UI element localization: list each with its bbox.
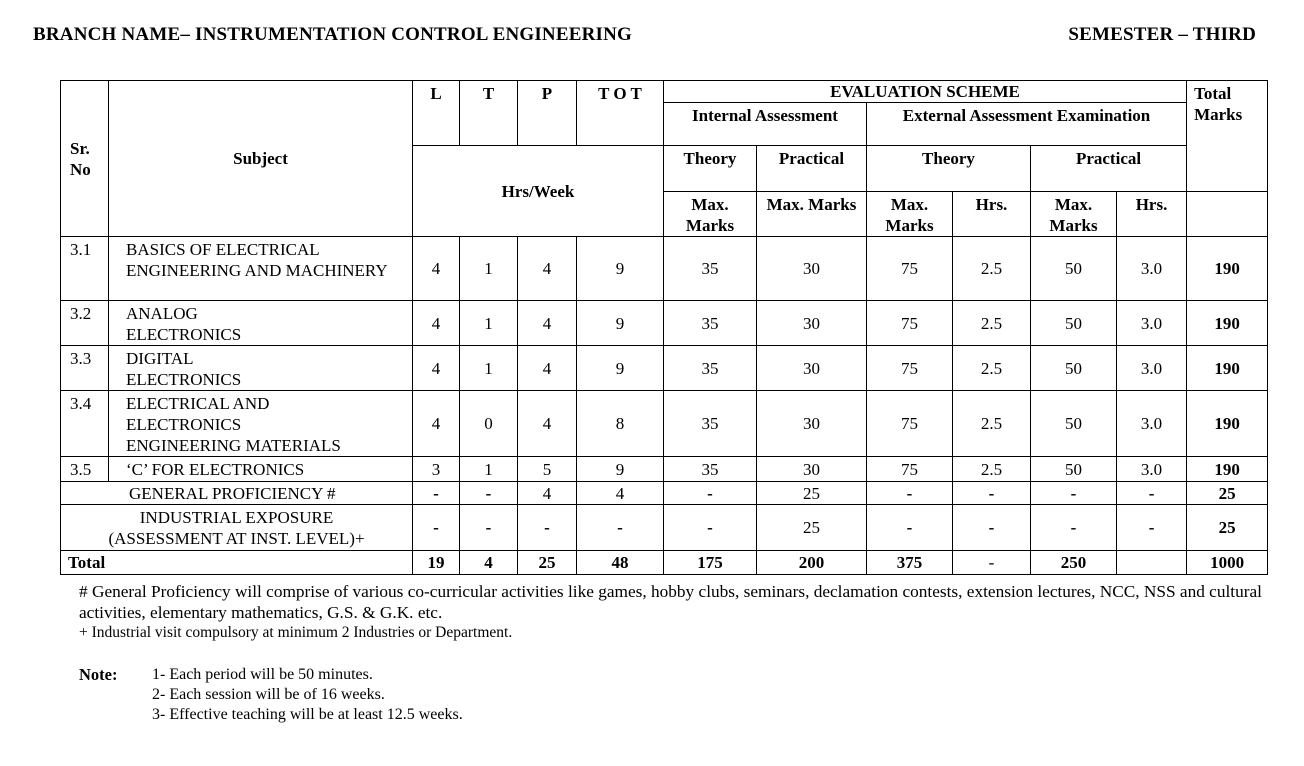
cell-total: 25	[1187, 482, 1268, 505]
branch-name: BRANCH NAME– INSTRUMENTATION CONTROL ENGINEERING	[33, 24, 633, 45]
cell-tot: 9	[577, 457, 664, 482]
cell-total: 190	[1187, 457, 1268, 482]
evaluation-scheme-table	[60, 80, 1268, 575]
cell-ea-theory-max: 75	[867, 346, 953, 391]
cell-ea-theory-hrs: -	[953, 482, 1031, 505]
cell-ia-theory: 35	[664, 391, 757, 457]
cell-ea-practical-max: 50	[1031, 391, 1117, 457]
cell-ea-practical-max: 250	[1031, 551, 1117, 575]
cell-ia-theory: 175	[664, 551, 757, 575]
cell-p: 4	[518, 482, 577, 505]
cell-t: 1	[460, 301, 518, 346]
cell-ea-practical-max: -	[1031, 505, 1117, 551]
cell-ea-practical-hrs: 3.0	[1117, 346, 1187, 391]
table-row	[61, 346, 1268, 391]
header-evaluation-scheme: EVALUATION SCHEME	[664, 81, 1187, 103]
cell-sr: 3.2	[61, 301, 109, 346]
cell-ea-practical-max: 50	[1031, 457, 1117, 482]
cell-t: 1	[460, 346, 518, 391]
cell-ia-practical: 30	[757, 346, 867, 391]
cell-l: 4	[413, 237, 460, 301]
header-p: P	[518, 81, 577, 146]
header-ea-theory-hrs: Hrs.	[953, 192, 1031, 237]
header-total-marks-blank	[1187, 192, 1268, 237]
cell-ea-theory-max: -	[867, 505, 953, 551]
cell-l: 4	[413, 301, 460, 346]
cell-sr: 3.3	[61, 346, 109, 391]
note-item: 3- Effective teaching will be at least 12.5 weeks.	[152, 706, 463, 723]
note-list	[152, 665, 463, 725]
cell-l: -	[413, 482, 460, 505]
cell-ia-practical: 30	[757, 301, 867, 346]
cell-ea-theory-max: 75	[867, 391, 953, 457]
cell-ea-practical-max: -	[1031, 482, 1117, 505]
cell-subject: ANALOG ELECTRONICS	[109, 301, 413, 346]
cell-l: 19	[413, 551, 460, 575]
header-ea-practical: Practical	[1031, 146, 1187, 192]
cell-ea-theory-hrs: -	[953, 505, 1031, 551]
cell-ea-theory-max: 75	[867, 457, 953, 482]
cell-ia-theory: 35	[664, 346, 757, 391]
cell-total: 190	[1187, 346, 1268, 391]
cell-ia-theory: 35	[664, 457, 757, 482]
cell-sr: 3.4	[61, 391, 109, 457]
cell-ea-practical-hrs: 3.0	[1117, 391, 1187, 457]
cell-p: 5	[518, 457, 577, 482]
note-item: 1- Each period will be 50 minutes.	[152, 666, 373, 683]
cell-ia-practical: 30	[757, 457, 867, 482]
cell-t: -	[460, 505, 518, 551]
cell-ea-practical-hrs: -	[1117, 505, 1187, 551]
header-ia-practical: Practical	[757, 146, 867, 192]
cell-ia-theory: -	[664, 482, 757, 505]
cell-ea-theory-max: -	[867, 482, 953, 505]
cell-subject: BASICS OF ELECTRICAL ENGINEERING AND MACHINERY	[109, 237, 413, 301]
cell-total: 190	[1187, 391, 1268, 457]
cell-total-label: Total	[61, 551, 413, 575]
header-ea-theory-max: Max. Marks	[867, 192, 953, 237]
cell-ea-theory-max: 75	[867, 301, 953, 346]
header-ea-theory: Theory	[867, 146, 1031, 192]
cell-t: 4	[460, 551, 518, 575]
cell-total: 190	[1187, 301, 1268, 346]
cell-tot: 9	[577, 237, 664, 301]
cell-subject: DIGITAL ELECTRONICS	[109, 346, 413, 391]
header-tot: T O T	[577, 81, 664, 146]
table-row	[61, 301, 1268, 346]
cell-t: 0	[460, 391, 518, 457]
table-row	[61, 391, 1268, 457]
cell-t: -	[460, 482, 518, 505]
cell-p: 4	[518, 301, 577, 346]
header-total-marks: Total Marks	[1187, 81, 1268, 192]
semester-label: SEMESTER – THIRD	[1068, 24, 1256, 45]
table-row-total	[61, 551, 1268, 575]
cell-ea-practical-hrs	[1117, 551, 1187, 575]
header-ia-theory: Theory	[664, 146, 757, 192]
header-external-assessment: External Assessment Examination	[867, 103, 1187, 146]
note-item: 2- Each session will be of 16 weeks.	[152, 686, 385, 703]
header-subject: Subject	[109, 81, 413, 237]
cell-tot: 8	[577, 391, 664, 457]
cell-subject: GENERAL PROFICIENCY #	[61, 482, 413, 505]
header-hrs-week: Hrs/Week	[413, 146, 664, 237]
cell-ia-theory: 35	[664, 301, 757, 346]
header-ea-practical-max: Max. Marks	[1031, 192, 1117, 237]
cell-ia-practical: 30	[757, 237, 867, 301]
header-t: T	[460, 81, 518, 146]
cell-ia-practical: 25	[757, 505, 867, 551]
header-ia-theory-max: Max. Marks	[664, 192, 757, 237]
cell-sr: 3.5	[61, 457, 109, 482]
cell-ea-practical-max: 50	[1031, 301, 1117, 346]
cell-ea-theory-hrs: 2.5	[953, 346, 1031, 391]
cell-l: 3	[413, 457, 460, 482]
cell-ea-theory-hrs: -	[953, 551, 1031, 575]
table-row-industrial-exposure	[61, 505, 1268, 551]
cell-ia-theory: -	[664, 505, 757, 551]
cell-ia-theory: 35	[664, 237, 757, 301]
cell-ia-practical: 200	[757, 551, 867, 575]
cell-tot: 48	[577, 551, 664, 575]
cell-ea-practical-max: 50	[1031, 346, 1117, 391]
cell-total: 190	[1187, 237, 1268, 301]
table-row-general-proficiency	[61, 482, 1268, 505]
cell-tot: 9	[577, 346, 664, 391]
cell-p: 4	[518, 237, 577, 301]
cell-sr: 3.1	[61, 237, 109, 301]
cell-tot: -	[577, 505, 664, 551]
header-ea-practical-hrs: Hrs.	[1117, 192, 1187, 237]
cell-ea-practical-hrs: 3.0	[1117, 301, 1187, 346]
header-ia-practical-max: Max. Marks	[757, 192, 867, 237]
footnote-general-proficiency: # General Proficiency will comprise of various co-curricular activities like games, hobby clubs, seminars, declamation contests, extension lectures, NCC, NSS and cultural activities, elementary mathematics, G.S. & G.K. etc.	[79, 582, 1262, 622]
cell-t: 1	[460, 237, 518, 301]
cell-total: 1000	[1187, 551, 1268, 575]
footnote-industrial-visit: + Industrial visit compulsory at minimum 2 Industries or Department.	[79, 624, 513, 641]
cell-ea-practical-hrs: 3.0	[1117, 237, 1187, 301]
cell-ea-theory-max: 75	[867, 237, 953, 301]
cell-total: 25	[1187, 505, 1268, 551]
table-row	[61, 457, 1268, 482]
cell-ia-practical: 25	[757, 482, 867, 505]
header-internal-assessment: Internal Assessment	[664, 103, 867, 146]
table-row	[61, 237, 1268, 301]
cell-subject: ELECTRICAL AND ELECTRONICS ENGINEERING MATERIALS	[109, 391, 413, 457]
cell-p: 25	[518, 551, 577, 575]
cell-l: 4	[413, 391, 460, 457]
cell-tot: 4	[577, 482, 664, 505]
cell-ea-theory-hrs: 2.5	[953, 457, 1031, 482]
cell-ea-practical-max: 50	[1031, 237, 1117, 301]
cell-l: 4	[413, 346, 460, 391]
cell-ea-theory-hrs: 2.5	[953, 391, 1031, 457]
cell-subject: ‘C’ FOR ELECTRONICS	[109, 457, 413, 482]
cell-ea-theory-hrs: 2.5	[953, 301, 1031, 346]
cell-l: -	[413, 505, 460, 551]
cell-p: 4	[518, 391, 577, 457]
cell-ea-practical-hrs: 3.0	[1117, 457, 1187, 482]
cell-p: -	[518, 505, 577, 551]
cell-ea-practical-hrs: -	[1117, 482, 1187, 505]
header-sr-no: Sr. No	[61, 81, 109, 237]
cell-subject: INDUSTRIAL EXPOSURE (ASSESSMENT AT INST. LEVEL)+	[61, 505, 413, 551]
cell-ia-practical: 30	[757, 391, 867, 457]
cell-p: 4	[518, 346, 577, 391]
cell-ea-theory-max: 375	[867, 551, 953, 575]
cell-ea-theory-hrs: 2.5	[953, 237, 1031, 301]
note-label: Note:	[79, 665, 118, 684]
header-l: L	[413, 81, 460, 146]
cell-tot: 9	[577, 301, 664, 346]
cell-t: 1	[460, 457, 518, 482]
